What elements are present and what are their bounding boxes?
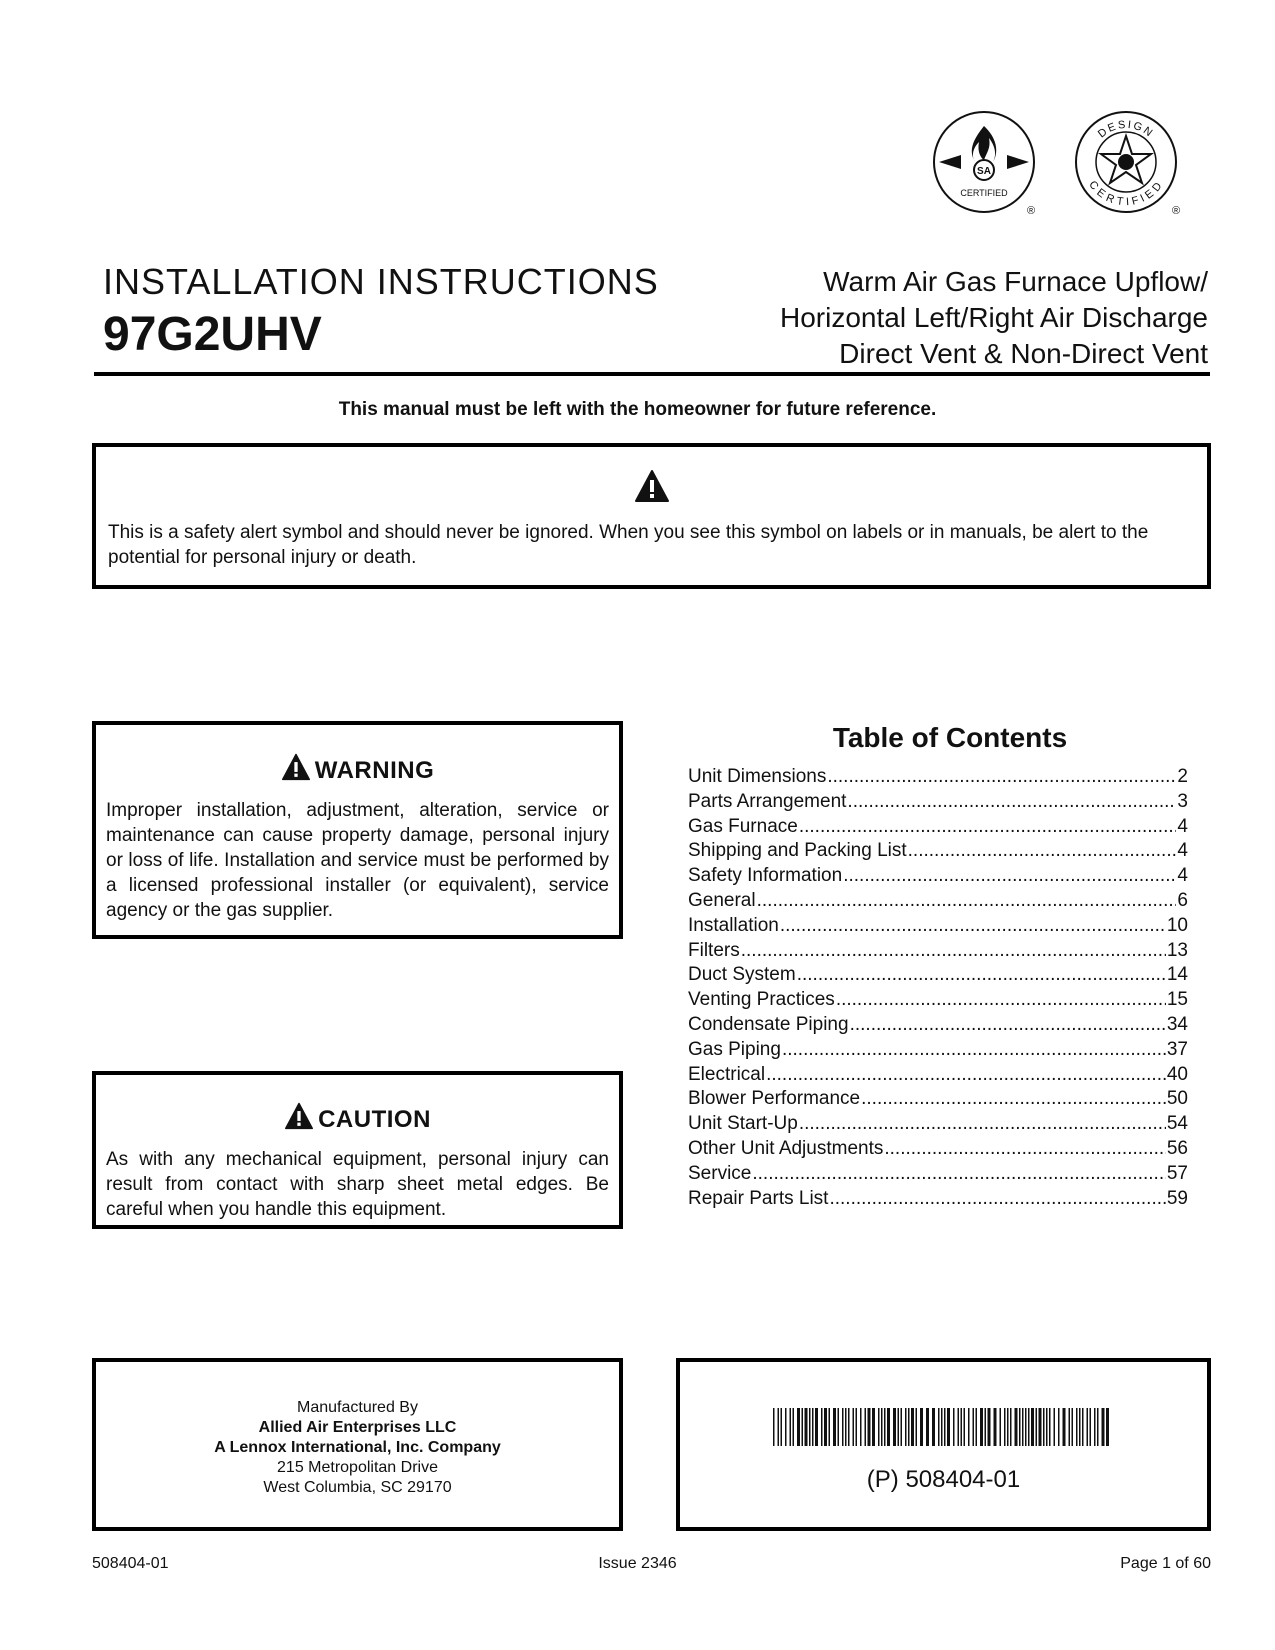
toc-entry-page: 4 (1177, 865, 1188, 887)
toc-entry-label: Parts Arrangement (688, 790, 847, 812)
toc-entry-page: 54 (1166, 1113, 1188, 1135)
toc-leader-dots (861, 1088, 1166, 1110)
caution-box (92, 1071, 623, 1229)
toc-entry-page: 4 (1177, 840, 1188, 862)
toc-leader-dots (757, 890, 1177, 912)
manufacturer-box (92, 1358, 623, 1531)
toc-entry-page: 56 (1166, 1137, 1188, 1159)
toc-entry-label: Other Unit Adjustments (688, 1137, 884, 1159)
homeowner-notice: This manual must be left with the homeowner for future reference. (338, 399, 937, 420)
toc-entry[interactable] (688, 915, 1188, 940)
toc-entry[interactable] (688, 1039, 1188, 1064)
caution-heading (96, 1102, 619, 1134)
toc-leader-dots (741, 940, 1166, 962)
toc-entry-label: Repair Parts List (688, 1187, 829, 1209)
safety-alert-box (92, 443, 1211, 589)
toc-entry[interactable] (688, 1138, 1188, 1163)
toc-leader-dots (766, 1064, 1166, 1086)
manufacturer-label: Manufactured By (297, 1399, 418, 1416)
manufacturer-info (96, 1398, 619, 1498)
toc-entry-label: Gas Piping (688, 1038, 781, 1060)
toc-entry[interactable] (688, 989, 1188, 1014)
toc-entry-page: 6 (1177, 889, 1188, 911)
toc-entry[interactable] (688, 940, 1188, 965)
document-type-title: INSTALLATION INSTRUCTIONS (103, 261, 659, 302)
toc-leader-dots (827, 766, 1176, 788)
toc-entry-label: Shipping and Packing List (688, 840, 907, 862)
subtitle-line: Direct Vent & Non-Direct Vent (839, 338, 1208, 369)
toc-leader-dots (799, 816, 1177, 838)
svg-text:®: ® (1171, 205, 1181, 217)
warning-triangle-icon (281, 753, 311, 781)
csa-certified-logo (931, 108, 1043, 220)
toc-entry-page: 13 (1166, 939, 1188, 961)
toc-entry[interactable] (688, 1014, 1188, 1039)
caution-label: CAUTION (318, 1106, 431, 1133)
document-header (103, 262, 703, 362)
svg-text:CERTIFIED: CERTIFIED (960, 188, 1008, 198)
toc-entry-label: Safety Information (688, 865, 843, 887)
safety-alert-text: This is a safety alert symbol and should never be ignored. When you see this symbol on labels or in manuals, be alert to the potential for personal injury or death. (108, 522, 1149, 568)
toc-entry[interactable] (688, 816, 1188, 841)
toc-entry-page: 2 (1177, 766, 1188, 787)
toc-entry-page: 3 (1177, 790, 1188, 812)
toc-entry-label: General (688, 889, 756, 911)
toc-entry[interactable] (688, 766, 1188, 791)
toc-entry-page: 40 (1166, 1063, 1188, 1085)
toc-leader-dots (843, 865, 1176, 887)
toc-entry-label: Unit Start-Up (688, 1113, 798, 1135)
toc-entry-page: 57 (1166, 1162, 1188, 1184)
design-certified-logo (1072, 108, 1184, 220)
toc-entry-label: Condensate Piping (688, 1013, 849, 1035)
toc-title: Table of Contents (832, 722, 1068, 753)
barcode-box (676, 1358, 1211, 1531)
footer-issue: Issue 2346 (598, 1555, 677, 1572)
toc-entry[interactable] (688, 1088, 1188, 1113)
barcode-icon (773, 1408, 1113, 1446)
parent-company: A Lennox International, Inc. Company (214, 1439, 501, 1456)
footer-page-number: Page 1 of 60 (1120, 1555, 1211, 1572)
toc-entry-label: Filters (688, 939, 740, 961)
warning-box (92, 721, 623, 939)
toc-entry[interactable] (688, 1113, 1188, 1138)
toc-entry-page: 37 (1166, 1038, 1188, 1060)
subtitle-line: Horizontal Left/Right Air Discharge (780, 302, 1208, 333)
toc-entry[interactable] (688, 865, 1188, 890)
toc-entry-label: Blower Performance (688, 1088, 861, 1110)
part-number: (P) 508404-01 (866, 1466, 1021, 1493)
toc-entry[interactable] (688, 1064, 1188, 1089)
toc-entry-label: Electrical (688, 1063, 766, 1085)
toc-entry[interactable] (688, 964, 1188, 989)
toc-entry-page: 34 (1166, 1013, 1188, 1035)
toc-leader-dots (782, 1039, 1166, 1061)
toc-entry[interactable] (688, 890, 1188, 915)
toc-leader-dots (908, 840, 1177, 862)
warning-triangle-icon (284, 1102, 314, 1130)
toc-leader-dots (829, 1188, 1165, 1210)
toc-leader-dots (884, 1138, 1165, 1160)
toc-entry[interactable] (688, 840, 1188, 865)
toc-entry[interactable] (688, 791, 1188, 816)
csa-flame-icon (931, 108, 1043, 220)
toc-leader-dots (799, 1113, 1166, 1135)
toc-entry-page: 14 (1166, 964, 1188, 986)
subtitle-line: Warm Air Gas Furnace Upflow/ (823, 266, 1208, 297)
toc-leader-dots (847, 791, 1176, 813)
warning-triangle-icon (634, 469, 670, 503)
design-certified-star-icon (1072, 108, 1184, 220)
address-line-1: 215 Metropolitan Drive (277, 1459, 438, 1476)
toc-entry-label: Installation (688, 914, 779, 936)
svg-text:CERTIFIED: CERTIFIED (1086, 178, 1166, 209)
toc-leader-dots (850, 1014, 1166, 1036)
footer-doc-number: 508404-01 (92, 1555, 169, 1572)
address-line-2: West Columbia, SC 29170 (263, 1479, 452, 1496)
manufacturer-name: Allied Air Enterprises LLC (258, 1419, 457, 1436)
caution-text: As with any mechanical equipment, personal injury can result from contact with sharp sheet metal edges. Be careful when you handle this equipment. (106, 1149, 609, 1220)
warning-text: Improper installation, adjustment, alteration, service or maintenance can cause property damage, personal injury or loss of life. Installation and service must be performed by a licensed professional installer (or equivalent), service agency or the gas supplier. (106, 800, 609, 921)
toc-entry[interactable] (688, 1188, 1188, 1213)
table-of-contents (688, 766, 1188, 1212)
product-description (688, 264, 1208, 372)
svg-text:SA: SA (977, 166, 991, 177)
toc-entry-label: Gas Furnace (688, 815, 798, 837)
toc-leader-dots (797, 964, 1166, 986)
toc-entry-page: 15 (1166, 989, 1188, 1011)
toc-entry-page: 59 (1166, 1187, 1188, 1209)
svg-text:®: ® (1026, 205, 1036, 217)
toc-entry[interactable] (688, 1163, 1188, 1188)
svg-text:DESIGN: DESIGN (1095, 118, 1157, 141)
toc-entry-page: 10 (1166, 914, 1188, 936)
toc-entry-page: 50 (1166, 1088, 1188, 1110)
warning-heading (96, 753, 619, 785)
toc-entry-label: Venting Practices (688, 989, 835, 1011)
toc-leader-dots (752, 1163, 1166, 1185)
header-divider (94, 372, 1210, 376)
toc-leader-dots (780, 915, 1166, 937)
warning-label: WARNING (314, 757, 435, 784)
toc-entry-label: Duct System (688, 964, 796, 986)
toc-entry-page: 4 (1177, 815, 1188, 837)
model-number: 97G2UHV (103, 308, 322, 361)
toc-entry-label: Service (688, 1162, 752, 1184)
toc-entry-label: Unit Dimensions (688, 766, 827, 787)
toc-leader-dots (836, 989, 1166, 1011)
